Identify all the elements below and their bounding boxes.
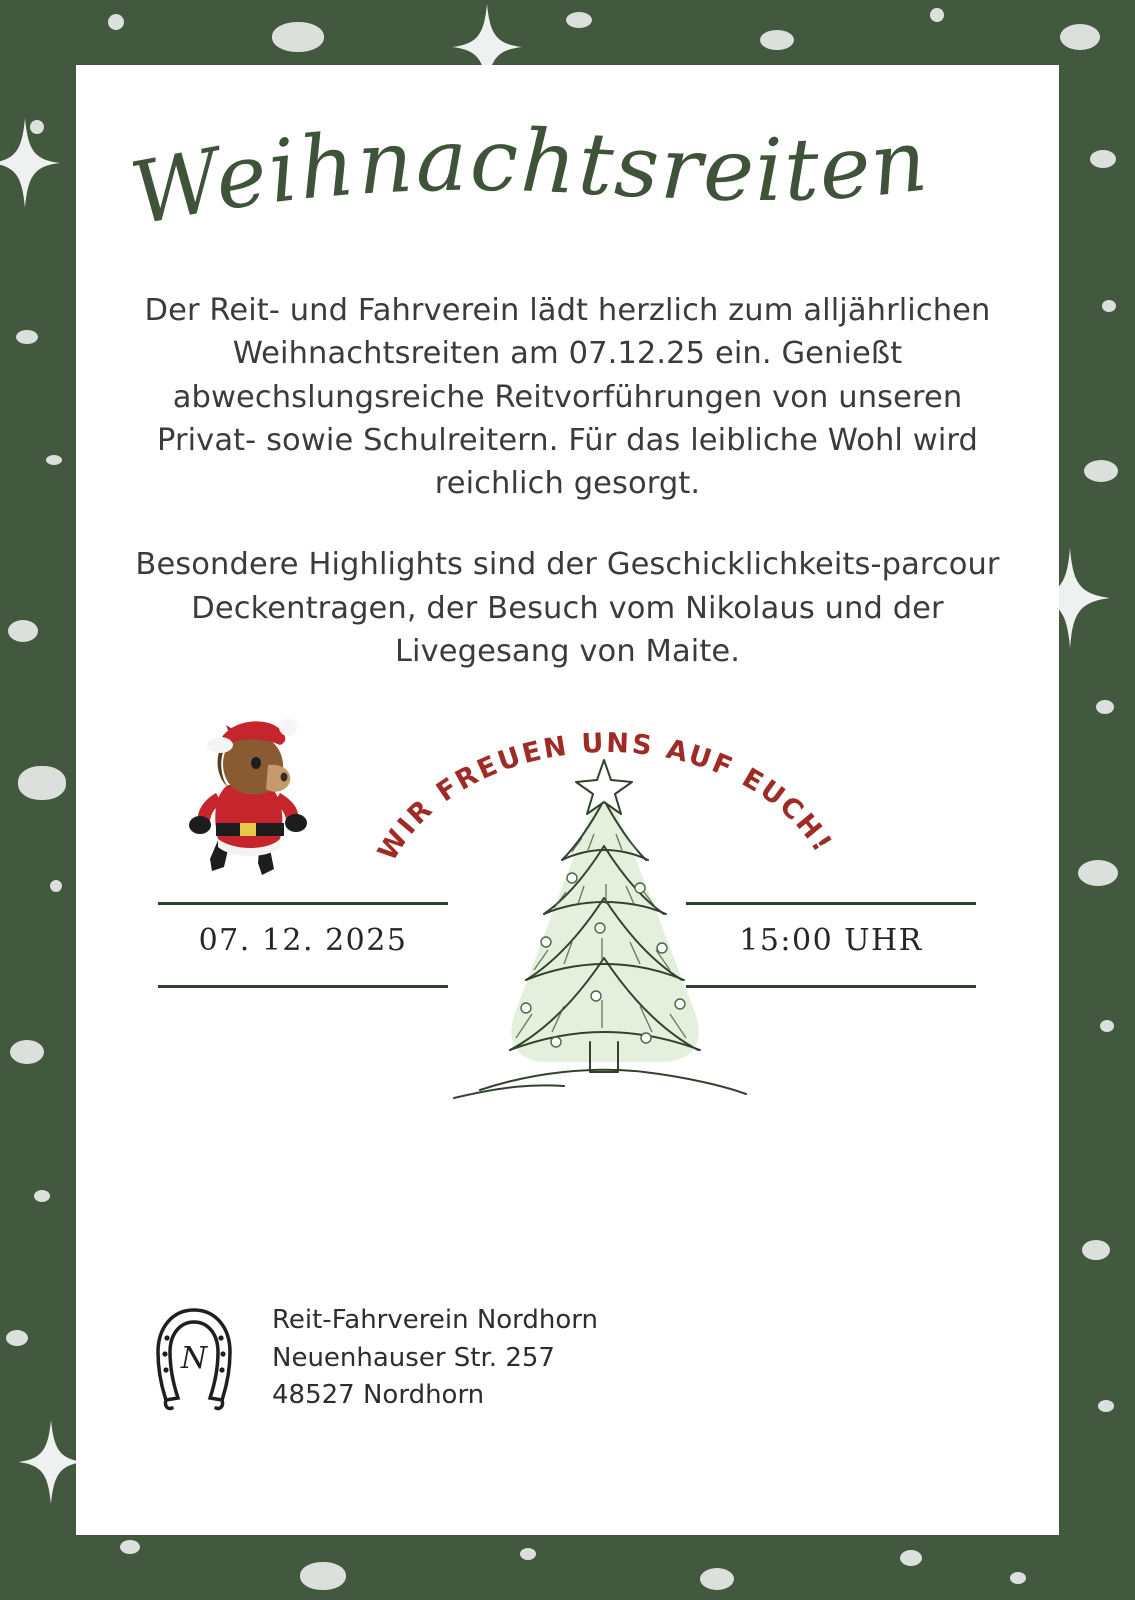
- snow-speck: [1084, 460, 1118, 482]
- event-time: 15:00 UHR: [739, 923, 923, 959]
- snow-speck: [566, 12, 592, 28]
- snow-speck: [930, 8, 944, 22]
- street-address: Neuenhauser Str. 257: [272, 1342, 555, 1373]
- snow-speck: [6, 1330, 28, 1346]
- horseshoe-logo-icon: [138, 1302, 250, 1414]
- snow-speck: [34, 1190, 50, 1202]
- snow-speck: [18, 766, 66, 800]
- event-date: 07. 12. 2025: [198, 923, 408, 959]
- time-rule-bottom: [686, 985, 976, 988]
- snow-speck: [1090, 150, 1116, 168]
- date-rule-bottom: [158, 985, 448, 988]
- svg-text:Weihnachtsreiten: [123, 113, 933, 245]
- footer: [138, 1302, 598, 1415]
- arc-text-label: WIR FREUEN UNS AUF EUCH!: [376, 728, 836, 867]
- city-address: 48527 Nordhorn: [272, 1380, 485, 1411]
- snow-speck: [1098, 1400, 1114, 1412]
- snow-speck: [46, 455, 62, 465]
- snow-speck: [760, 30, 794, 50]
- logo-letter: N: [180, 1341, 208, 1377]
- poster-card: [76, 65, 1059, 1535]
- santa-horse-icon: [176, 719, 326, 889]
- snow-speck: [50, 880, 62, 892]
- snow-speck: [16, 330, 38, 344]
- page-title-text: Weihnachtsreiten: [123, 113, 934, 246]
- snow-speck: [300, 1562, 346, 1590]
- snow-speck: [1082, 1240, 1110, 1260]
- sparkle-icon: [0, 118, 60, 208]
- snow-speck: [1060, 24, 1100, 50]
- snow-speck: [108, 14, 124, 30]
- paragraph-intro: Der Reit- und Fahrverein lädt herzlich zum alljährlichen Weihnachtsreiten am 07.12.25 ein. Genießt abwechslungsreiche Reitvorführungen von unseren Privat- sowie Schulreitern. Für das leibliche Wohl wird reichlich gesorgt.: [144, 293, 991, 502]
- snow-speck: [272, 22, 324, 52]
- snow-speck: [10, 1040, 44, 1064]
- illustration-band: [76, 697, 1059, 1167]
- snow-speck: [900, 1550, 922, 1566]
- body-copy: [76, 263, 1059, 673]
- date-rule-top: [158, 902, 448, 905]
- snow-speck: [520, 1548, 536, 1560]
- snow-speck: [1100, 1020, 1114, 1032]
- org-name: Reit-Fahrverein Nordhorn: [272, 1304, 599, 1335]
- snow-speck: [1102, 300, 1116, 312]
- snow-speck: [120, 1540, 140, 1554]
- snow-speck: [8, 620, 38, 642]
- snow-speck: [700, 1568, 734, 1590]
- address-block: [272, 1302, 598, 1415]
- snow-speck: [1096, 700, 1114, 714]
- snow-speck: [1010, 1572, 1026, 1584]
- page-title: [76, 65, 1059, 263]
- snow-speck: [1078, 860, 1118, 886]
- paragraph-highlights: Besondere Highlights sind der Geschicklichkeits-parcour Deckentragen, der Besuch vom Nikolaus und der Livegesang von Maite.: [135, 547, 1000, 670]
- time-rule-top: [686, 902, 976, 905]
- sparkle-icon: [18, 1420, 84, 1504]
